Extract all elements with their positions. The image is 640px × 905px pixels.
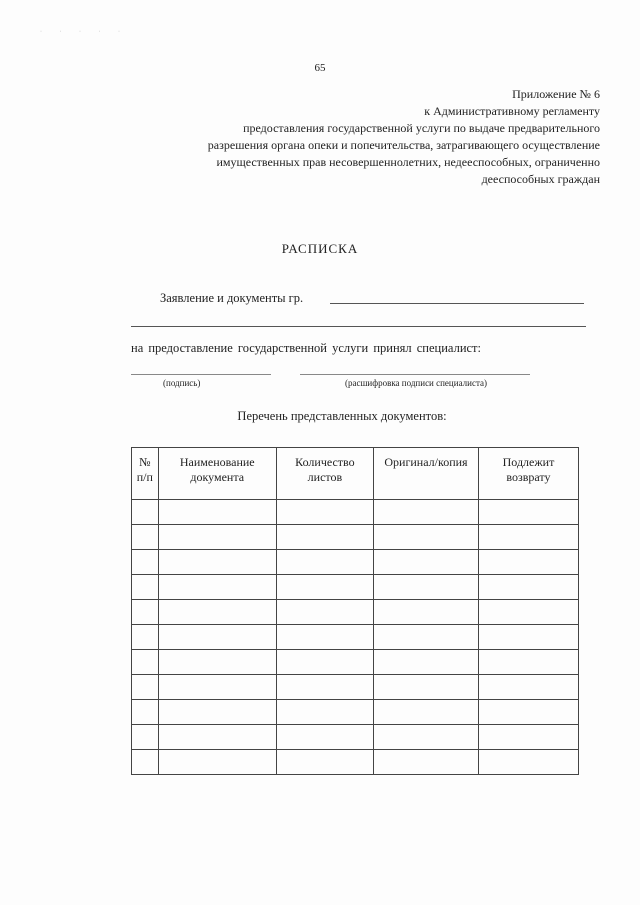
table-cell[interactable] (276, 700, 373, 725)
header-document-name: Наименование документа (158, 448, 276, 500)
table-cell[interactable] (132, 550, 159, 575)
appendix-line: к Административному регламенту (424, 104, 600, 118)
table-cell[interactable] (478, 675, 578, 700)
table-cell[interactable] (478, 650, 578, 675)
table-cell[interactable] (374, 500, 479, 525)
table-cell[interactable] (374, 725, 479, 750)
table-cell[interactable] (374, 575, 479, 600)
table-cell[interactable] (374, 625, 479, 650)
table-cell[interactable] (478, 550, 578, 575)
table-row (132, 725, 579, 750)
appendix-line: разрешения органа опеки и попечительства, затрагивающего осуществление (207, 138, 600, 152)
table-row (132, 750, 579, 775)
table-cell[interactable] (374, 700, 479, 725)
table-row (132, 700, 579, 725)
documents-table-body (132, 500, 579, 775)
table-cell[interactable] (478, 625, 578, 650)
table-cell[interactable] (478, 525, 578, 550)
table-cell[interactable] (158, 625, 276, 650)
table-cell[interactable] (158, 600, 276, 625)
table-cell[interactable] (276, 500, 373, 525)
table-cell[interactable] (478, 700, 578, 725)
table-cell[interactable] (276, 600, 373, 625)
header-return: Подлежит возврату (478, 448, 578, 500)
table-cell[interactable] (158, 675, 276, 700)
statement-line-applicant: Заявление и документы гр. (160, 291, 304, 305)
table-cell[interactable] (276, 750, 373, 775)
statement-line-specialist: на предоставление государственной услуги принял специалист: (131, 341, 481, 355)
table-cell[interactable] (276, 675, 373, 700)
table-cell[interactable] (158, 725, 276, 750)
appendix-line: имущественных прав несовершеннолетних, недееспособных, ограниченно (216, 155, 600, 169)
table-cell[interactable] (132, 650, 159, 675)
table-cell[interactable] (132, 500, 159, 525)
page-number: 65 (314, 62, 326, 74)
table-cell[interactable] (158, 700, 276, 725)
table-cell[interactable] (158, 650, 276, 675)
table-row (132, 600, 579, 625)
table-cell[interactable] (132, 600, 159, 625)
appendix-line: Приложение № 6 (512, 87, 600, 101)
table-cell[interactable] (158, 550, 276, 575)
table-cell[interactable] (374, 750, 479, 775)
header-sheet-count: Количество листов (276, 448, 373, 500)
table-cell[interactable] (132, 675, 159, 700)
signature-field[interactable] (131, 374, 271, 375)
applicant-name-field[interactable] (330, 303, 584, 304)
table-cell[interactable] (132, 750, 159, 775)
table-cell[interactable] (132, 525, 159, 550)
table-row (132, 650, 579, 675)
table-cell[interactable] (276, 625, 373, 650)
header-original-copy: Оригинал/копия (374, 448, 479, 500)
table-cell[interactable] (478, 575, 578, 600)
table-header-row (132, 448, 579, 500)
appendix-line: предоставления государственной услуги по выдаче предварительного (243, 121, 600, 135)
table-row (132, 675, 579, 700)
table-cell[interactable] (374, 550, 479, 575)
table-cell[interactable] (478, 725, 578, 750)
table-cell[interactable] (132, 700, 159, 725)
applicant-name-field-continued[interactable] (131, 326, 586, 327)
table-cell[interactable] (158, 750, 276, 775)
documents-list-heading: Перечень представленных документов: (237, 409, 447, 423)
header-number: № п/п (132, 448, 159, 500)
table-cell[interactable] (276, 725, 373, 750)
table-row (132, 500, 579, 525)
table-row (132, 575, 579, 600)
table-cell[interactable] (132, 575, 159, 600)
table-cell[interactable] (132, 625, 159, 650)
documents-table (131, 447, 579, 775)
table-cell[interactable] (374, 650, 479, 675)
table-cell[interactable] (158, 575, 276, 600)
table-cell[interactable] (276, 550, 373, 575)
document-title: РАСПИСКА (281, 241, 359, 256)
table-cell[interactable] (158, 500, 276, 525)
table-row (132, 625, 579, 650)
appendix-line: дееспособных граждан (481, 172, 600, 186)
table-cell[interactable] (132, 725, 159, 750)
table-cell[interactable] (374, 675, 479, 700)
table-cell[interactable] (276, 525, 373, 550)
table-cell[interactable] (158, 525, 276, 550)
table-cell[interactable] (276, 575, 373, 600)
table-cell[interactable] (276, 650, 373, 675)
signature-caption: (подпись) (163, 378, 201, 388)
scan-artifact: · · · · · (40, 29, 128, 35)
table-cell[interactable] (374, 525, 479, 550)
table-cell[interactable] (374, 600, 479, 625)
table-row (132, 525, 579, 550)
table-cell[interactable] (478, 500, 578, 525)
signature-decryption-field[interactable] (300, 374, 530, 375)
table-cell[interactable] (478, 600, 578, 625)
appendix-header (120, 86, 600, 188)
signature-decryption-caption: (расшифровка подписи специалиста) (345, 378, 487, 388)
table-row (132, 550, 579, 575)
table-cell[interactable] (478, 750, 578, 775)
